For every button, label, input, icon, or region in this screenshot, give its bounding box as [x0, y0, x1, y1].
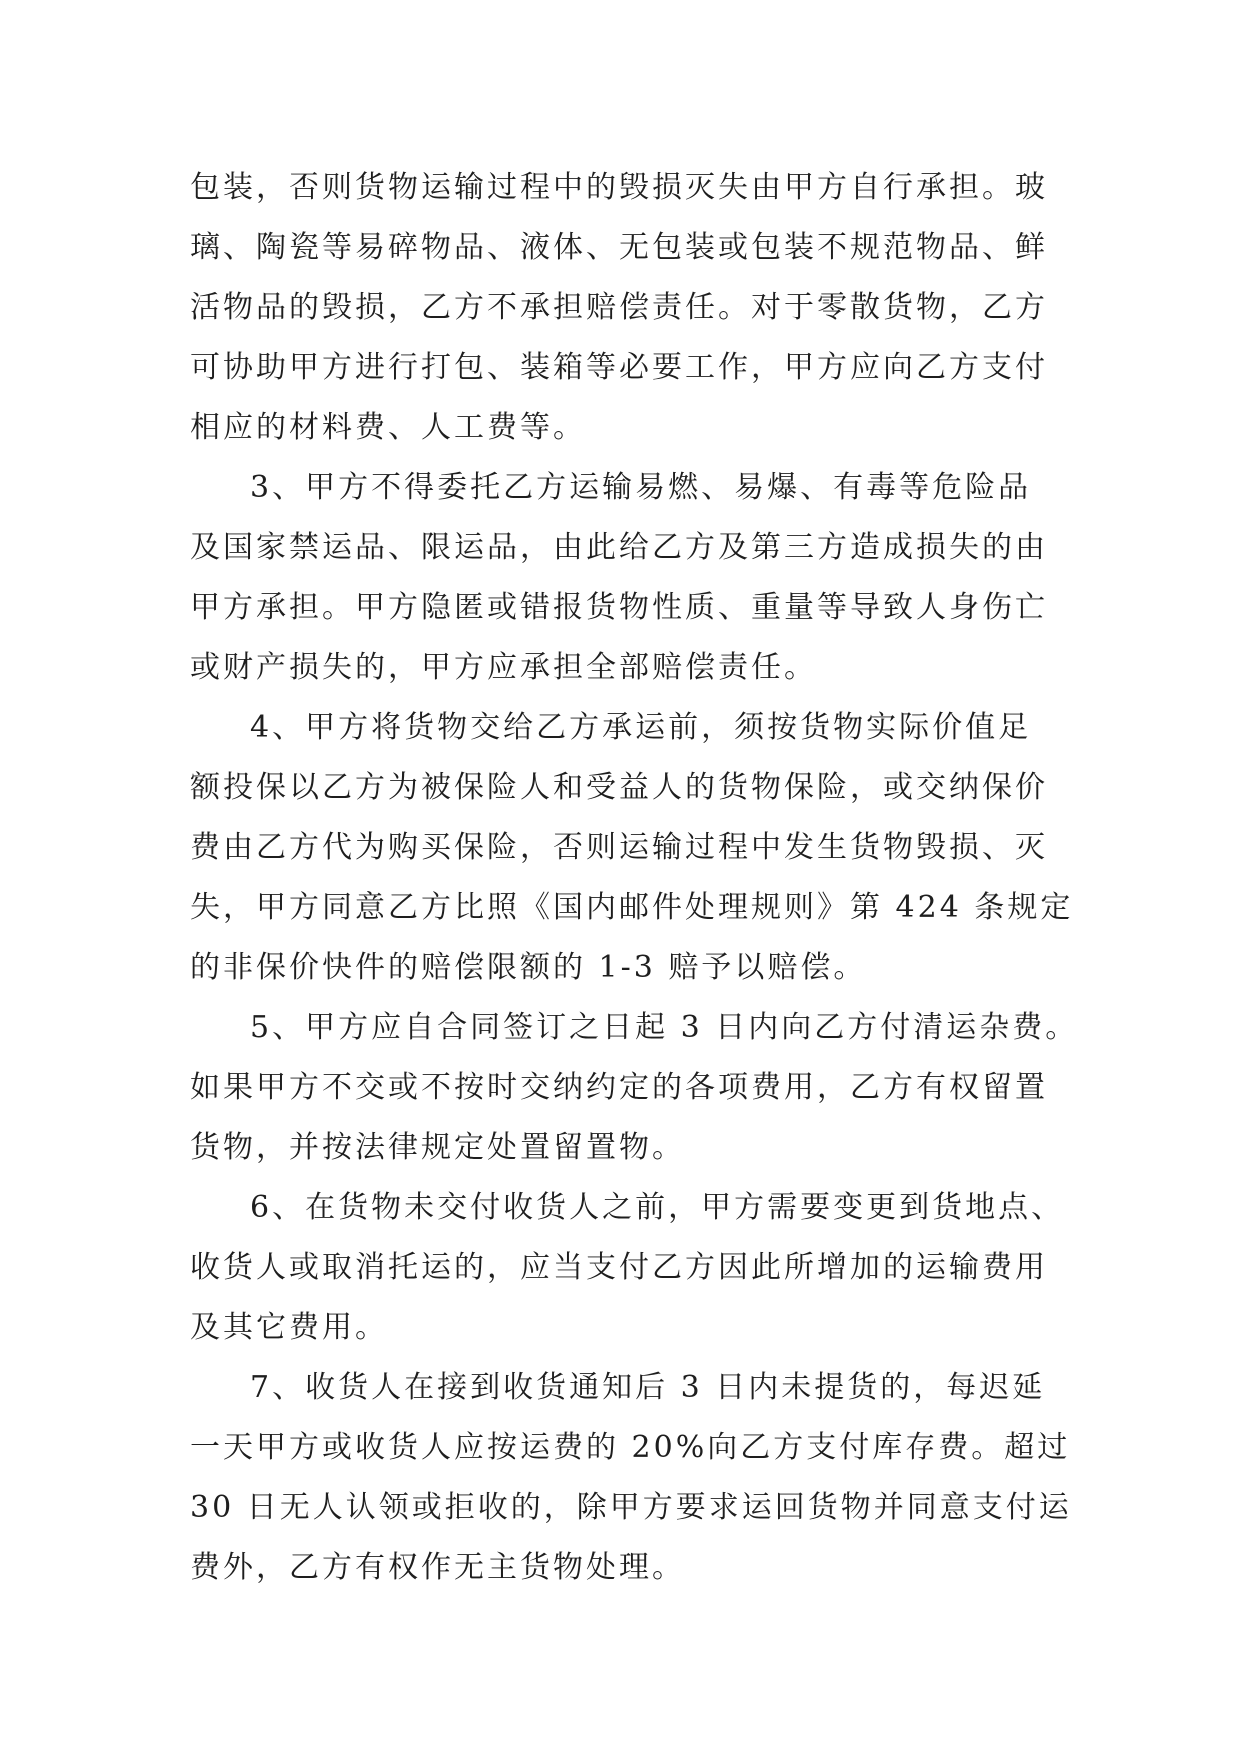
text-line: 璃、陶瓷等易碎物品、液体、无包装或包装不规范物品、鲜 — [190, 230, 1048, 265]
text-line: 及国家禁运品、限运品，由此给乙方及第三方造成损失的由 — [190, 530, 1048, 565]
text-line: 费外，乙方有权作无主货物处理。 — [190, 1550, 685, 1585]
text-line: 费由乙方代为购买保险，否则运输过程中发生货物毁损、灭 — [190, 830, 1048, 865]
text-line: 一天甲方或收货人应按运费的 20%向乙方支付库存费。超过 — [190, 1430, 1071, 1465]
text-line: 活物品的毁损，乙方不承担赔偿责任。对于零散货物，乙方 — [190, 290, 1048, 325]
paragraph-packaging — [190, 158, 1070, 458]
text-line: 货物，并按法律规定处置留置物。 — [190, 1130, 685, 1165]
text-line: 收货人或取消托运的，应当支付乙方因此所增加的运输费用 — [190, 1250, 1048, 1285]
text-line: 或财产损失的，甲方应承担全部赔偿责任。 — [190, 650, 817, 685]
text-line: 额投保以乙方为被保险人和受益人的货物保险，或交纳保价 — [190, 770, 1048, 805]
text-line: 相应的材料费、人工费等。 — [190, 410, 586, 445]
text-line: 7、收货人在接到收货通知后 3 日内未提货的，每迟延 — [250, 1370, 1046, 1405]
text-line: 可协助甲方进行打包、装箱等必要工作，甲方应向乙方支付 — [190, 350, 1048, 385]
paragraph-clause-6 — [190, 1178, 1070, 1358]
text-line: 甲方承担。甲方隐匿或错报货物性质、重量等导致人身伤亡 — [190, 590, 1048, 625]
document-body — [190, 158, 1079, 1598]
paragraph-clause-5 — [190, 998, 1079, 1178]
text-line: 的非保价快件的赔偿限额的 1-3 赔予以赔偿。 — [190, 950, 867, 985]
text-line: 及其它费用。 — [190, 1310, 388, 1345]
text-line: 包装，否则货物运输过程中的毁损灭失由甲方自行承担。玻 — [190, 170, 1048, 205]
text-line: 5、甲方应自合同签订之日起 3 日内向乙方付清运杂费。 — [250, 1010, 1079, 1045]
text-line: 3、甲方不得委托乙方运输易燃、易爆、有毒等危险品 — [250, 470, 1032, 505]
paragraph-clause-4 — [190, 698, 1074, 998]
text-line: 4、甲方将货物交给乙方承运前，须按货物实际价值足 — [250, 710, 1032, 745]
paragraph-clause-3 — [190, 458, 1070, 698]
text-line: 30 日无人认领或拒收的，除甲方要求运回货物并同意支付运 — [190, 1490, 1072, 1525]
text-line: 6、在货物未交付收货人之前，甲方需要变更到货地点、 — [250, 1190, 1065, 1225]
text-line: 如果甲方不交或不按时交纳约定的各项费用，乙方有权留置 — [190, 1070, 1048, 1105]
paragraph-clause-7 — [190, 1358, 1070, 1598]
text-line: 失，甲方同意乙方比照《国内邮件处理规则》第 424 条规定 — [190, 890, 1074, 925]
